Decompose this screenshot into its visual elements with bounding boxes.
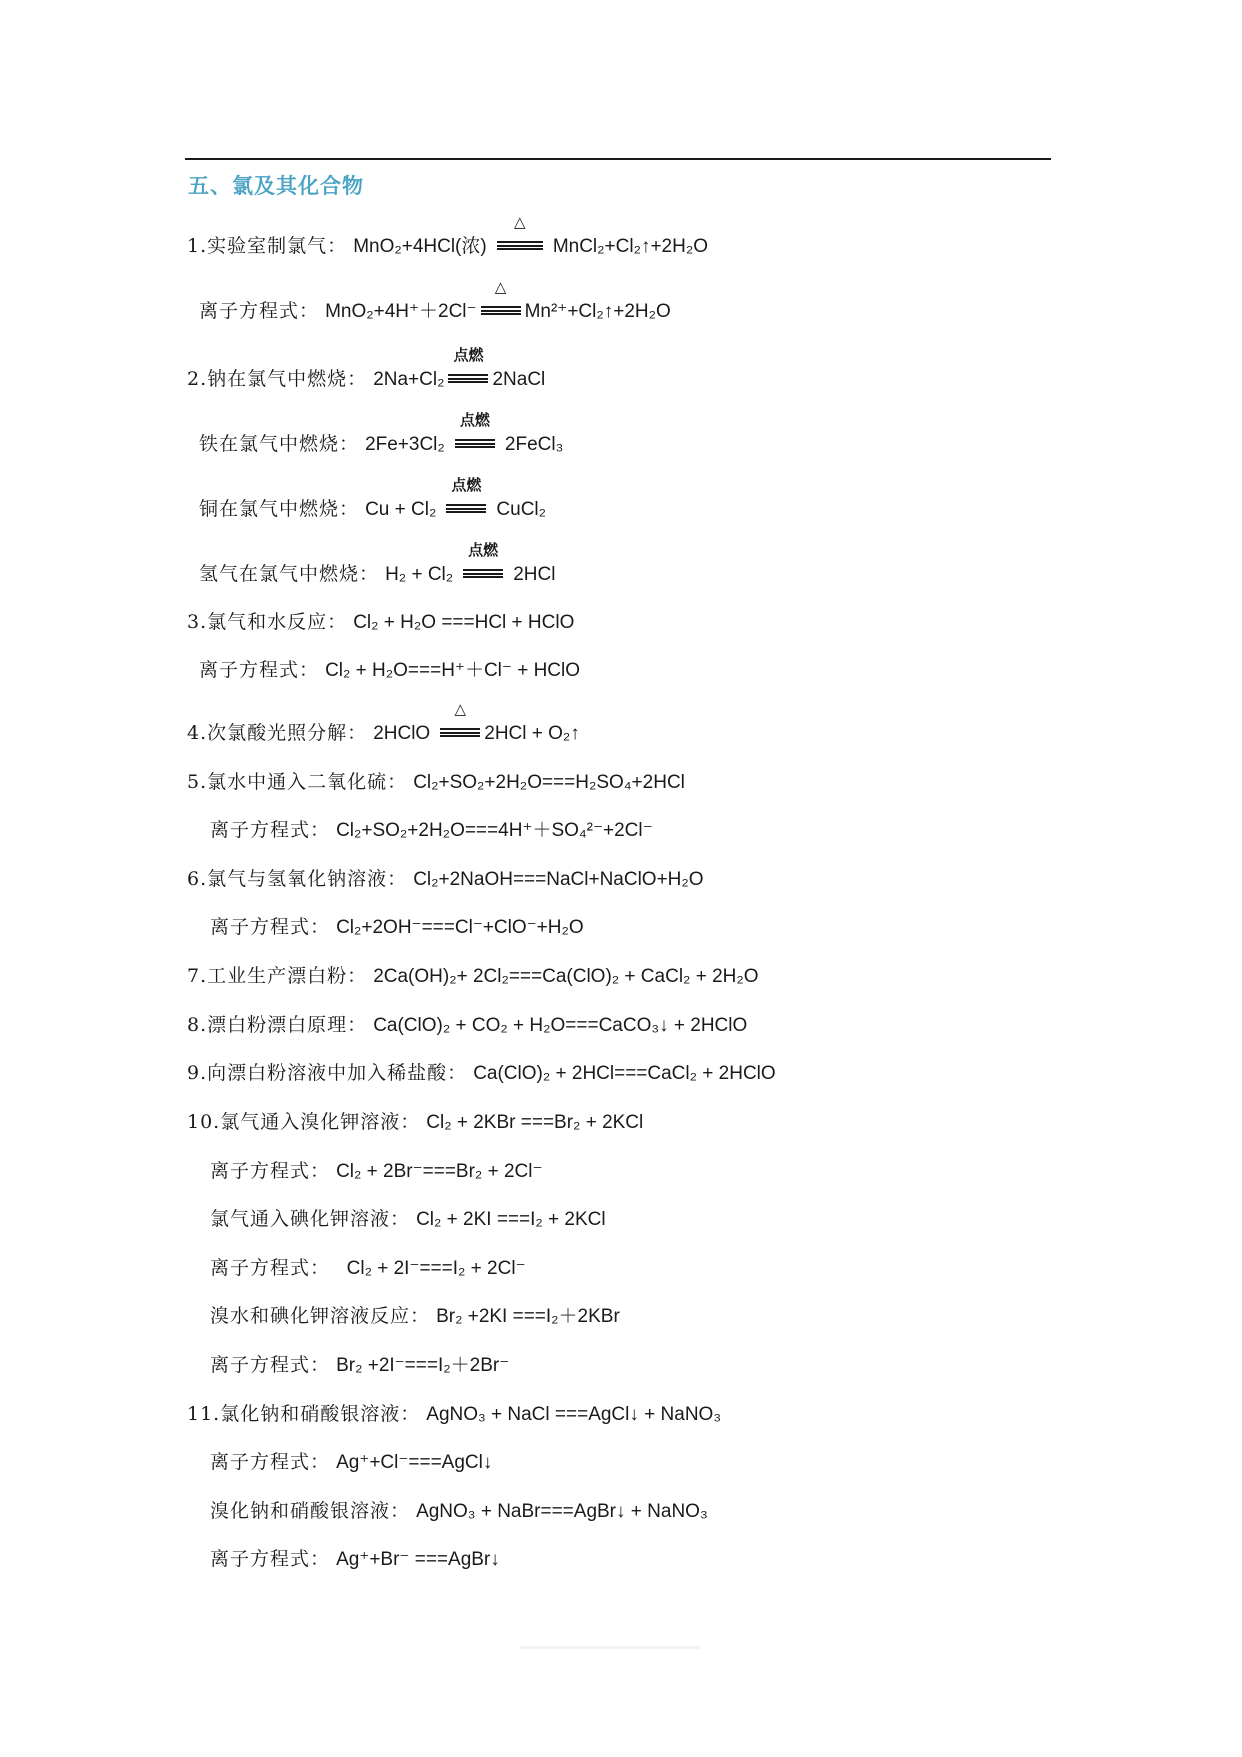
ignition-text: 点燃 (468, 541, 499, 559)
equation: AgNO₃ + NaBr===AgBr↓ + NaNO₃ (416, 1501, 708, 1522)
equation: Ca(ClO)₂ + CO₂ + H₂O===CaCO₃↓ + 2HClO (373, 1015, 748, 1036)
equation-line-12 (187, 867, 704, 892)
reactants: Cu + Cl₂ (365, 499, 437, 520)
products: MnCl₂+Cl₂↑+2H₂O (552, 236, 708, 257)
ignition-text: 点燃 (451, 476, 482, 494)
reactants: 2HClO (373, 723, 431, 744)
equation-label: 7.工业生产漂白粉： (187, 965, 368, 987)
products: 2HCl + O₂↑ (484, 723, 580, 744)
equation-line-11 (210, 818, 653, 843)
faint-footer-mark (520, 1646, 700, 1649)
equation-line-21 (210, 1304, 620, 1329)
equation-label: 6.氯气与氢氧化钠溶液： (187, 868, 408, 890)
ignition-condition (446, 476, 486, 521)
equation-label: 9.向漂白粉溶液中加入稀盐酸： (187, 1062, 468, 1084)
equation-label: 5.氯水中通入二氧化硫： (187, 771, 408, 793)
ignition-text: 点燃 (453, 346, 484, 364)
equation-line-16 (187, 1061, 776, 1086)
equation-line-23 (187, 1402, 721, 1427)
equation-line-20 (210, 1256, 526, 1281)
equation-label: 离子方程式： (210, 1160, 331, 1182)
equation-line-4 (199, 411, 564, 457)
equation-label: 溴水和碘化钾溶液反应： (210, 1305, 431, 1327)
equation: Cl₂+SO₂+2H₂O===H₂SO₄+2HCl (413, 772, 685, 793)
equation: 2Ca(OH)₂+ 2Cl₂===Ca(ClO)₂ + CaCl₂ + 2H₂O (373, 966, 759, 987)
section-heading: 五、氯及其化合物 (188, 174, 364, 198)
equation-label: 离子方程式： (210, 1354, 331, 1376)
equation-line-15 (187, 1013, 747, 1038)
products: 2HCl (513, 564, 556, 585)
equation-label: 离子方程式： (210, 819, 331, 841)
header-rule (185, 158, 1051, 160)
equation-line-13 (210, 915, 584, 940)
equation-line-2 (199, 278, 671, 324)
equation-line-19 (210, 1207, 606, 1232)
equation: Cl₂ + 2KI ===I₂ + 2KCl (416, 1209, 606, 1230)
equation-line-14 (187, 964, 759, 989)
equation-label: 10.氯气通入溴化钾溶液： (187, 1111, 421, 1133)
heat-symbol: △ (513, 213, 526, 231)
equation-label: 2.钠在氯气中燃烧： (187, 368, 368, 390)
products: 2NaCl (492, 369, 546, 390)
equation: Cl₂ + 2KBr ===Br₂ + 2KCl (426, 1112, 644, 1133)
equation-label: 3.氯气和水反应： (187, 611, 348, 633)
equation-label: 离子方程式： (210, 1548, 331, 1570)
reactants: 2Fe+3Cl₂ (365, 434, 445, 455)
equation: AgNO₃ + NaCl ===AgCl↓ + NaNO₃ (426, 1404, 722, 1425)
heat-symbol: △ (494, 278, 507, 296)
equation-line-8 (199, 658, 580, 683)
equation-line-1 (187, 213, 708, 259)
heat-condition (440, 700, 480, 745)
equation-line-5 (199, 476, 547, 522)
heat-condition (481, 278, 521, 323)
equation: Ag⁺+Cl⁻===AgCl↓ (336, 1452, 493, 1473)
products: 2FeCl₃ (504, 434, 564, 455)
equation: Cl₂+SO₂+2H₂O===4H⁺＋SO₄²⁻+2Cl⁻ (336, 820, 653, 841)
reactants: H₂ + Cl₂ (385, 564, 454, 585)
ignition-condition (463, 541, 503, 586)
equation: Cl₂+2NaOH===NaCl+NaClO+H₂O (413, 869, 704, 890)
equation: Ag⁺+Br⁻ ===AgBr↓ (336, 1549, 500, 1570)
equation-label: 1.实验室制氯气： (187, 235, 348, 257)
equation: Br₂ +2I⁻===I₂＋2Br⁻ (336, 1355, 510, 1376)
heat-symbol: △ (454, 700, 467, 718)
equation: Cl₂+2OH⁻===Cl⁻+ClO⁻+H₂O (336, 917, 584, 938)
reactants: 2Na+Cl₂ (373, 369, 445, 390)
equation: Cl₂ + H₂O===H⁺＋Cl⁻ + HClO (325, 660, 581, 681)
ignition-condition (455, 411, 495, 456)
equation-label: 离子方程式： (210, 1257, 331, 1279)
equation-line-17 (187, 1110, 643, 1135)
equation-label: 离子方程式： (199, 659, 320, 681)
reactants: MnO₂+4H⁺＋2Cl⁻ (325, 301, 477, 322)
equation-line-24 (210, 1450, 492, 1475)
equation-label: 离子方程式： (210, 916, 331, 938)
equation-line-10 (187, 770, 685, 795)
equation-label: 4.次氯酸光照分解： (187, 722, 368, 744)
equation: Ca(ClO)₂ + 2HCl===CaCl₂ + 2HClO (473, 1063, 776, 1084)
equation-label: 氯气通入碘化钾溶液： (210, 1208, 411, 1230)
equation-line-3 (187, 346, 546, 392)
equation-line-6 (199, 541, 556, 587)
heat-condition (497, 213, 543, 258)
equation-line-9 (187, 700, 580, 746)
ignition-text: 点燃 (459, 411, 490, 429)
reactants: MnO₂+4HCl(浓) (353, 236, 487, 257)
equation-line-7 (187, 610, 574, 635)
equation: Cl₂ + 2Br⁻===Br₂ + 2Cl⁻ (336, 1161, 543, 1182)
equation-label: 铁在氯气中燃烧： (199, 433, 360, 455)
equation-label: 11.氯化钠和硝酸银溶液： (187, 1403, 421, 1425)
equation-line-22 (210, 1353, 509, 1378)
equation-label: 氢气在氯气中燃烧： (199, 563, 380, 585)
equation: Cl₂ + 2I⁻===I₂ + 2Cl⁻ (336, 1258, 526, 1279)
equation-line-18 (210, 1159, 542, 1184)
equation-label: 溴化钠和硝酸银溶液： (210, 1500, 411, 1522)
products: CuCl₂ (496, 499, 547, 520)
equation: Cl₂ + H₂O ===HCl + HClO (353, 612, 575, 633)
products: Mn²⁺+Cl₂↑+2H₂O (524, 301, 671, 322)
equation-line-25 (210, 1499, 708, 1524)
equation-label: 离子方程式： (210, 1451, 331, 1473)
equation-label: 铜在氯气中燃烧： (199, 498, 360, 520)
equation: Br₂ +2KI ===I₂＋2KBr (436, 1306, 620, 1327)
ignition-condition (448, 346, 488, 391)
equation-line-26 (210, 1547, 500, 1572)
equation-label: 8.漂白粉漂白原理： (187, 1014, 368, 1036)
equation-label: 离子方程式： (199, 300, 320, 322)
